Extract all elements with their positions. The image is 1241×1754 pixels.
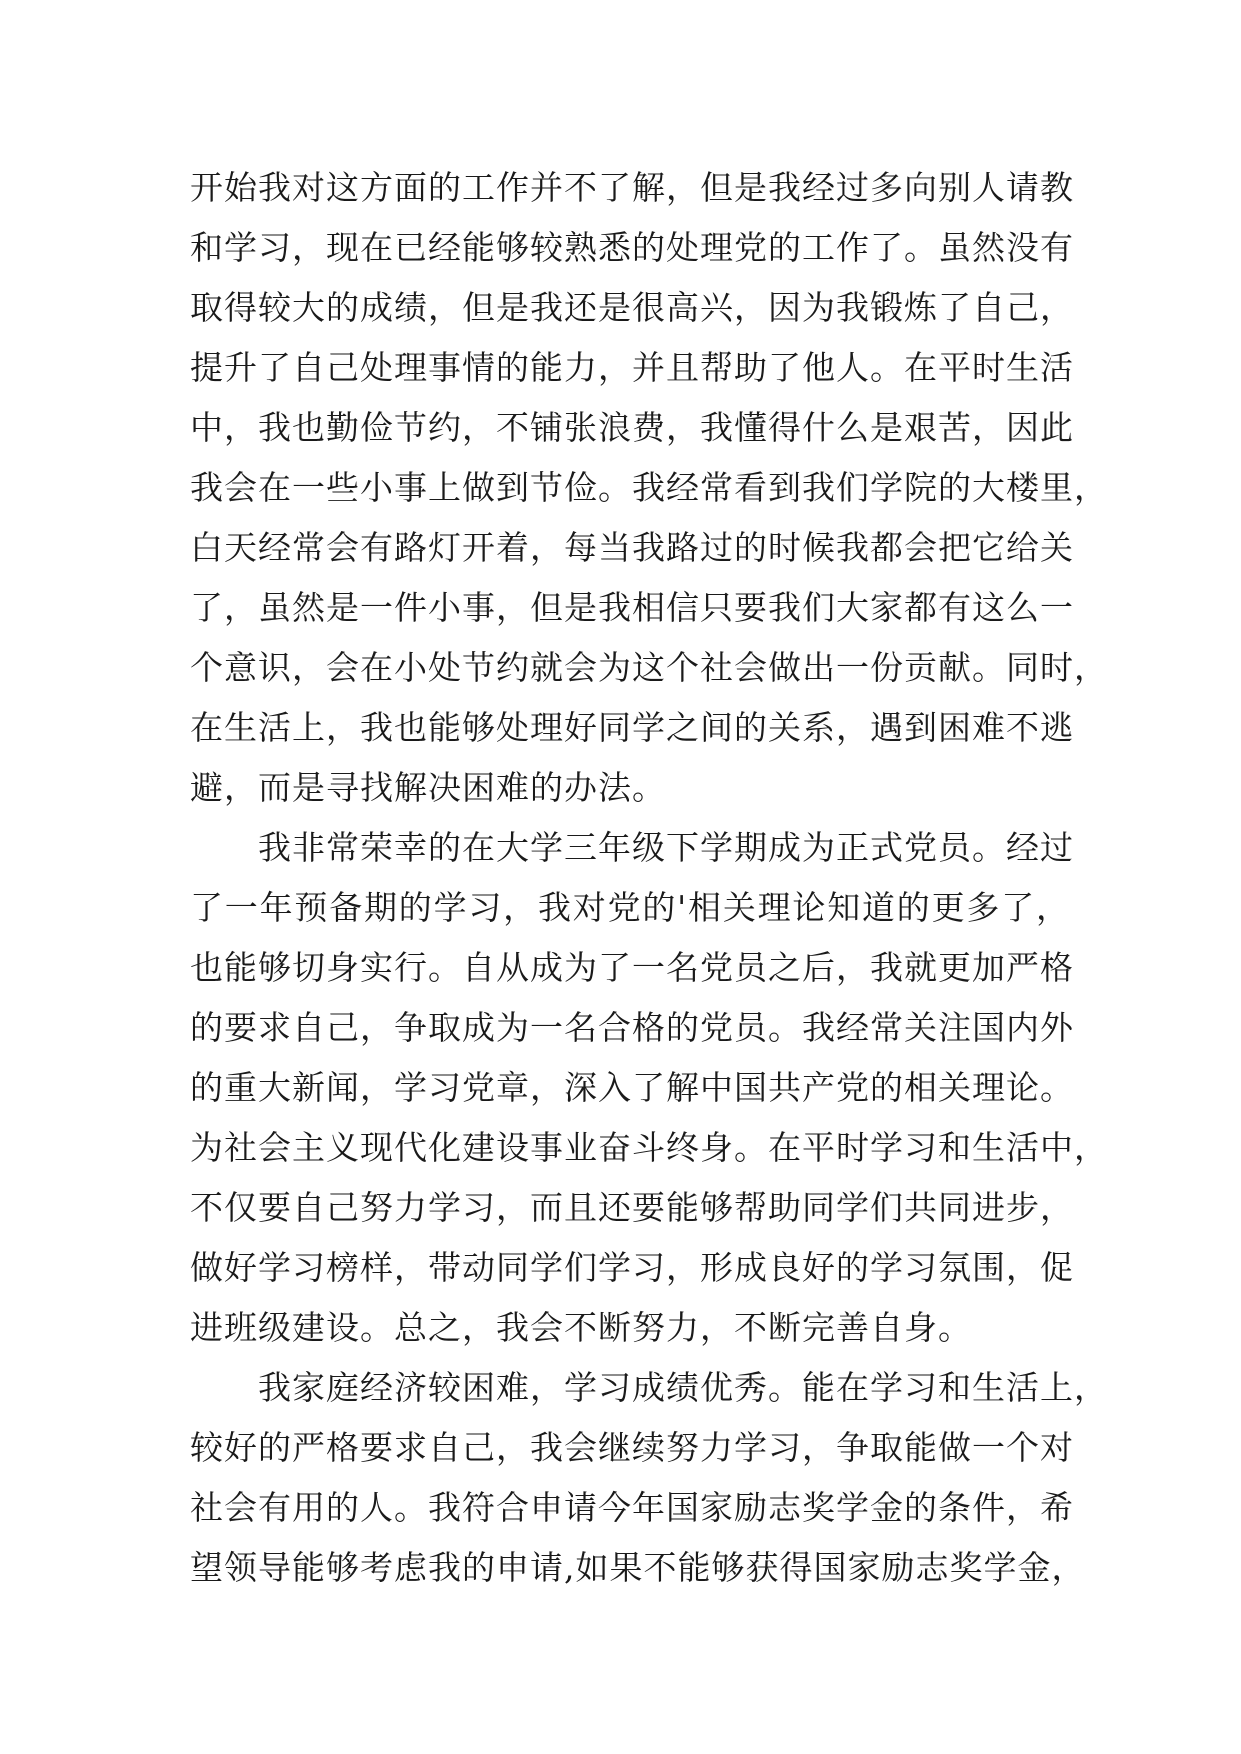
paragraph-first-line: 我非常荣幸的在大学三年级下学期成为正式党员。经过	[258, 828, 1074, 867]
text-line: 了一年预备期的学习，我对党的'相关理论知道的更多了，	[190, 888, 1070, 927]
body-text	[190, 158, 1108, 1598]
text-line: 在生活上，我也能够处理好同学之间的关系，遇到困难不逃	[190, 708, 1074, 747]
text-line: 中，我也勤俭节约，不铺张浪费，我懂得什么是艰苦，因此	[190, 408, 1074, 447]
text-line: 也能够切身实行。自从成为了一名党员之后，我就更加严格	[190, 948, 1074, 987]
text-line: 避，而是寻找解决困难的办法。	[190, 768, 666, 807]
text-line: 提升了自己处理事情的能力，并且帮助了他人。在平时生活	[190, 348, 1074, 387]
text-line: 开始我对这方面的工作并不了解，但是我经过多向别人请教	[190, 168, 1074, 207]
text-line: 个意识，会在小处节约就会为这个社会做出一份贡献。同时，	[190, 648, 1108, 687]
text-line: 白天经常会有路灯开着，每当我路过的时候我都会把它给关	[190, 528, 1074, 567]
text-line: 进班级建设。总之，我会不断努力，不断完善自身。	[190, 1308, 972, 1347]
text-line: 望领导能够考虑我的申请,如果不能够获得国家励志奖学金，	[190, 1548, 1086, 1587]
paragraph-first-line: 我家庭经济较困难，学习成绩优秀。能在学习和生活上，	[258, 1368, 1108, 1407]
text-line: 的要求自己，争取成为一名合格的党员。我经常关注国内外	[190, 1008, 1074, 1047]
text-line: 做好学习榜样，带动同学们学习，形成良好的学习氛围，促	[190, 1248, 1074, 1287]
text-line: 我会在一些小事上做到节俭。我经常看到我们学院的大楼里，	[190, 468, 1108, 507]
text-line: 为社会主义现代化建设事业奋斗终身。在平时学习和生活中，	[190, 1128, 1108, 1167]
text-line: 的重大新闻，学习党章，深入了解中国共产党的相关理论。	[190, 1068, 1074, 1107]
text-line: 较好的严格要求自己，我会继续努力学习，争取能做一个对	[190, 1428, 1074, 1467]
text-line: 社会有用的人。我符合申请今年国家励志奖学金的条件，希	[190, 1488, 1074, 1527]
text-line: 了，虽然是一件小事，但是我相信只要我们大家都有这么一	[190, 588, 1074, 627]
text-line: 和学习，现在已经能够较熟悉的处理党的工作了。虽然没有	[190, 228, 1074, 267]
text-line: 取得较大的成绩，但是我还是很高兴，因为我锻炼了自己，	[190, 288, 1074, 327]
text-line: 不仅要自己努力学习，而且还要能够帮助同学们共同进步，	[190, 1188, 1074, 1227]
